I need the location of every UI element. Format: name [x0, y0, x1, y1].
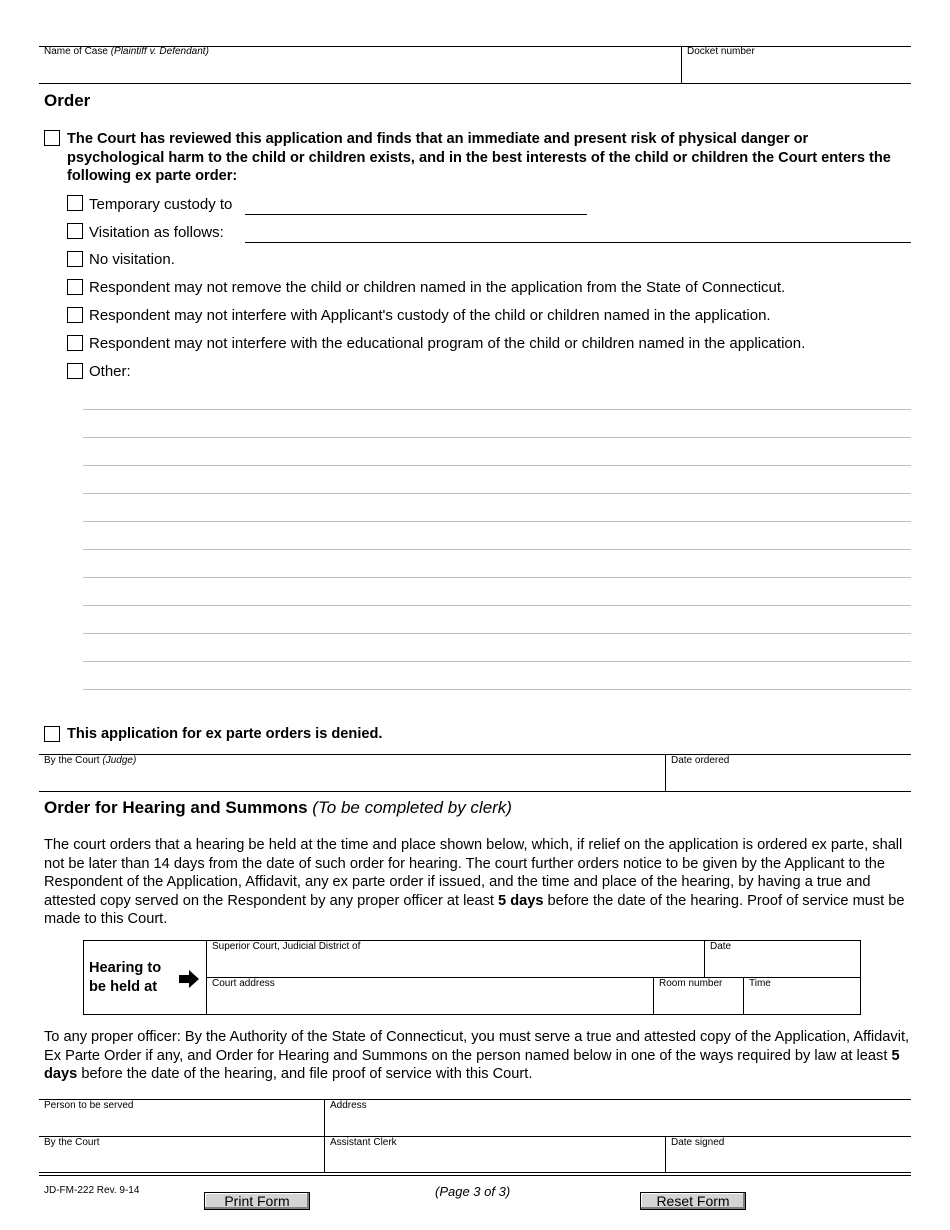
visitation-checkbox[interactable] — [67, 223, 83, 239]
no-interfere-education-checkbox[interactable] — [67, 335, 83, 351]
docket-number-field[interactable] — [684, 60, 909, 82]
assistant-clerk-field[interactable] — [326, 1150, 663, 1171]
date-ordered-label: Date ordered — [671, 755, 730, 766]
no-remove-checkbox[interactable] — [67, 279, 83, 295]
print-form-button[interactable]: Print Form — [204, 1192, 310, 1210]
no-interfere-custody-label: Respondent may not interfere with Applicant's custody of the child or children named in the application. — [89, 307, 771, 324]
court-address-field[interactable] — [208, 991, 651, 1013]
arrow-right-icon — [178, 968, 200, 990]
reset-form-button[interactable]: Reset Form — [640, 1192, 746, 1210]
room-number-field[interactable] — [655, 991, 741, 1013]
case-name-field[interactable] — [40, 60, 678, 82]
hearing-paragraph: The court orders that a hearing be held at the time and place shown below, which, if relief on the application is ordered ex parte, shall not be later than 14 days from the date of such order for hearing. The court further orders notice to be given by the Applicant to the Respondent of the Application, Affidavit, any ex parte order if issued, and the time and place of the hearing, by having a true and attested copy served on the Respondent by any proper officer at least 5 days before the date of the hearing. Proof of service must be made to this Court. — [44, 837, 905, 928]
temporary-custody-label: Temporary custody to — [89, 196, 233, 213]
date-signed-field[interactable] — [667, 1150, 909, 1171]
other-label: Other: — [89, 363, 131, 380]
address-label: Address — [330, 1100, 367, 1111]
hearing-date-label: Date — [710, 941, 732, 952]
visitation-field[interactable] — [245, 242, 911, 243]
no-visitation-checkbox[interactable] — [67, 251, 83, 267]
no-remove-label: Respondent may not remove the child or children named in the application from the State of Connecticut. — [89, 279, 786, 296]
case-name-label: Name of Case (Plaintiff v. Defendant) — [44, 46, 209, 57]
judge-label: By the Court (Judge) — [44, 755, 137, 766]
denied-text: This application for ex parte orders is denied. — [67, 726, 383, 742]
date-signed-label: Date signed — [671, 1137, 725, 1148]
order-title: Order — [44, 91, 91, 110]
address-field[interactable] — [326, 1113, 909, 1135]
hearing-time-field[interactable] — [745, 991, 859, 1013]
hearing-time-label: Time — [749, 978, 771, 989]
person-served-label: Person to be served — [44, 1100, 134, 1111]
docket-number-label: Docket number — [687, 46, 755, 57]
no-interfere-custody-checkbox[interactable] — [67, 307, 83, 323]
hearing-title: Order for Hearing and Summons (To be completed by clerk) — [44, 798, 512, 817]
by-court-label: By the Court — [44, 1137, 100, 1148]
room-number-label: Room number — [659, 978, 723, 989]
temporary-custody-checkbox[interactable] — [67, 195, 83, 211]
page-number: (Page 3 of 3) — [435, 1184, 511, 1199]
temporary-custody-field[interactable] — [245, 214, 587, 215]
held-at-label: Hearing to be held at — [89, 960, 162, 995]
officer-paragraph: To any proper officer: By the Authority of the State of Connecticut, you must serve a true and attested copy of the Application, Affidavit, Ex Parte Order if any, and Order for Hearing and Summons on the person named below in one of the ways required by law at least 5 days before the date of the hearing, and file proof of service with this Court. — [44, 1029, 910, 1083]
form-id: JD-FM-222 Rev. 9-14 — [44, 1185, 140, 1196]
no-interfere-education-label: Respondent may not interfere with the educational program of the child or children named in the application. — [89, 335, 806, 352]
superior-court-label: Superior Court, Judicial District of — [212, 941, 361, 952]
judicial-district-field[interactable] — [208, 954, 702, 976]
finding-text: The Court has reviewed this application and finds that an immediate and present risk of physical danger or psychological harm to the child or children exists, and in the best interests of the child or children the Court enters the following ex parte order: — [67, 131, 891, 185]
finding-checkbox[interactable] — [44, 130, 60, 146]
no-visitation-label: No visitation. — [89, 251, 175, 268]
hearing-date-field[interactable] — [706, 954, 859, 976]
denied-checkbox[interactable] — [44, 726, 60, 742]
visitation-label: Visitation as follows: — [89, 224, 224, 241]
date-ordered-field[interactable] — [668, 768, 909, 790]
assistant-clerk-label: Assistant Clerk — [330, 1137, 397, 1148]
court-address-label: Court address — [212, 978, 275, 989]
by-court-field[interactable] — [40, 1150, 322, 1171]
judge-signature-field[interactable] — [40, 768, 662, 790]
other-checkbox[interactable] — [67, 363, 83, 379]
person-served-field[interactable] — [40, 1113, 322, 1135]
